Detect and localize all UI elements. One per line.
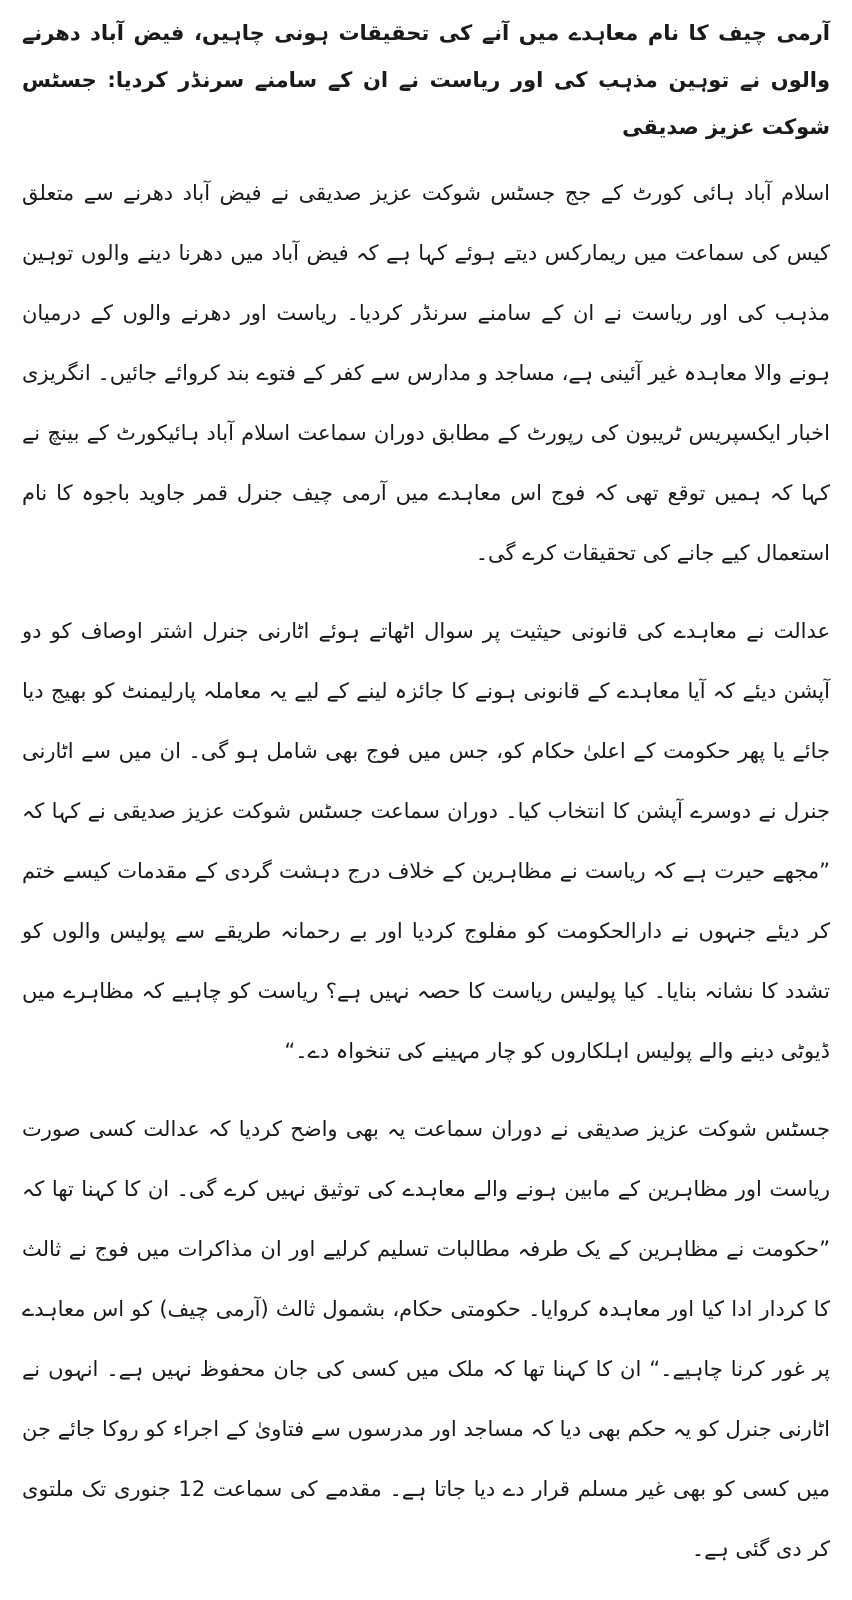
article-paragraph-1: اسلام آباد ہائی کورٹ کے جج جسٹس شوکت عزیز صدیقی نے فیض آباد دھرنے سے متعلق کیس کی سماعت میں ریمارکس دیتے ہوئے کہا ہے کہ فیض آباد میں دھرنا دینے والوں توہین مذہب کی اور ریاست نے ان کے سامنے سرنڈر کردیا۔ ریاست اور دھرنے والوں کے درمیان ہونے والا معاہدہ غیر آئینی ہے، مساجد و مدارس سے کفر کے فتوے بند کروائے جائیں۔ انگریزی اخبار ایکسپریس ٹریبون کی رپورٹ کے مطابق دوران سماعت اسلام آباد ہائیکورٹ کے بینچ نے کہا کہ ہمیں توقع تھی کہ فوج اس معاہدے میں آرمی چیف جنرل قمر جاوید باجوہ کا نام استعمال کیے جانے کی تحقیقات کرے گی۔ [22, 181, 830, 565]
article-headline: آرمی چیف کا نام معاہدے میں آنے کی تحقیقات ہونی چاہیں، فیض آباد دھرنے والوں نے توہین مذہب کی اور ریاست نے ان کے سامنے سرنڈر کردیا: جسٹس شوکت عزیز صدیقی [22, 21, 830, 139]
article-paragraph-2: عدالت نے معاہدے کی قانونی حیثیت پر سوال اٹھاتے ہوئے اٹارنی جنرل اشتر اوصاف کو دو آپشن دیئے کہ آیا معاہدے کے قانونی ہونے کا جائزہ لینے کے لیے یہ معاملہ پارلیمنٹ کو بھیج دیا جائے یا پھر حکومت کے اعلیٰ حکام کو، جس میں فوج بھی شامل ہو گی۔ ان میں سے اٹارنی جنرل نے دوسرے آپشن کا انتخاب کیا۔ دوران سماعت جسٹس شوکت عزیز صدیقی نے کہا کہ ”مجھے حیرت ہے کہ ریاست نے مظاہرین کے خلاف درج دہشت گردی کے مقدمات کیسے ختم کر دیئے جنہوں نے دارالحکومت کو مفلوج کردیا اور بے رحمانہ طریقے سے پولیس والوں کو تشدد کا نشانہ بنایا۔ کیا پولیس ریاست کا حصہ نہیں ہے؟ ریاست کو چاہیے کہ مظاہرے میں ڈیوٹی دینے والے پولیس اہلکاروں کو چار مہینے کی تنخواہ دے۔“ [22, 619, 830, 1063]
article-body [22, 10, 830, 1597]
article-paragraph-3: جسٹس شوکت عزیز صدیقی نے دوران سماعت یہ بھی واضح کردیا کہ عدالت کسی صورت ریاست اور مظاہرین کے مابین ہونے والے معاہدے کی توثیق نہیں کرے گی۔ ان کا کہنا تھا کہ ”حکومت نے مظاہرین کے یک طرفہ مطالبات تسلیم کرلیے اور ان مذاکرات میں فوج نے ثالث کا کردار ادا کیا اور معاہدہ کروایا۔ حکومتی حکام، بشمول ثالث (آرمی چیف) کو اس معاہدے پر غور کرنا چاہیے۔“ ان کا کہنا تھا کہ ملک میں کسی کی جان محفوظ نہیں ہے۔ انہوں نے اٹارنی جنرل کو یہ حکم بھی دیا کہ مساجد اور مدرسوں سے فتاویٰ کے اجراء کو روکا جائے جن میں کسی کو بھی غیر مسلم قرار دے دیا جاتا ہے۔ مقدمے کی سماعت 12 جنوری تک ملتوی کر دی گئی ہے۔ [22, 1117, 831, 1561]
